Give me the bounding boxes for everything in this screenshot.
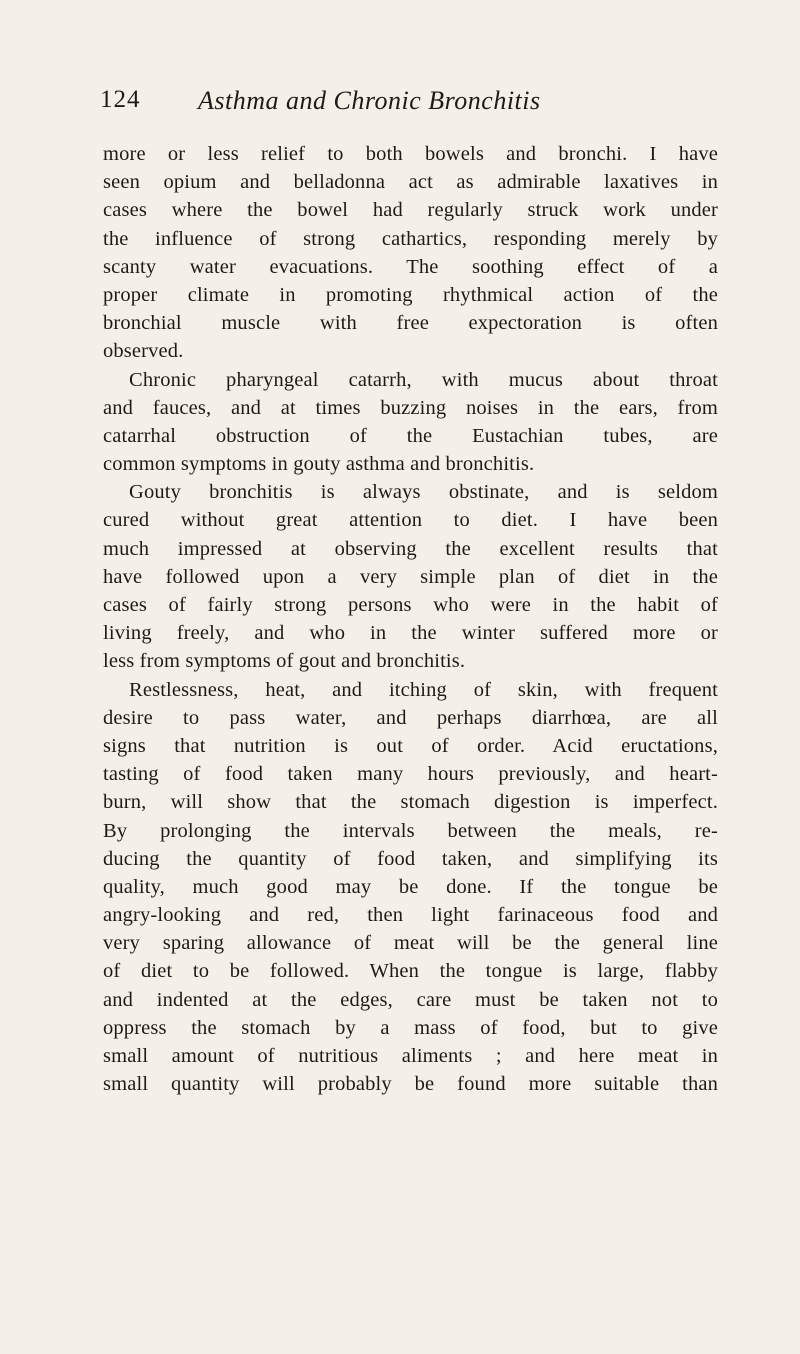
text-line: the influence of strong cathartics, responding merely by	[103, 227, 718, 250]
text-line: Gouty bronchitis is always obstinate, and is seldom	[129, 481, 718, 504]
text-line: living freely, and who in the winter suffered more or	[103, 622, 718, 645]
text-line: ducing the quantity of food taken, and simplifying its	[103, 847, 718, 870]
text-line: very sparing allowance of meat will be the general line	[103, 932, 718, 955]
text-line: less from symptoms of gout and bronchitis.	[103, 650, 466, 673]
text-line: burn, will show that the stomach digestion is imperfect.	[103, 791, 718, 814]
text-line: oppress the stomach by a mass of food, but to give	[103, 1016, 718, 1039]
text-line: small amount of nutritious aliments ; and here meat in	[103, 1045, 718, 1067]
text-line: tasting of food taken many hours previously, and heart-	[103, 763, 718, 786]
text-line: and indented at the edges, care must be taken not to	[103, 988, 718, 1011]
text-line: of diet to be followed. When the tongue is large, flabby	[103, 960, 718, 983]
text-line: bronchial muscle with free expectoration is often	[103, 312, 718, 335]
page-header	[98, 86, 718, 126]
text-line: angry-looking and red, then light farinaceous food and	[103, 904, 718, 927]
text-line: much impressed at observing the excellent results that	[103, 537, 718, 560]
running-title: Asthma and Chronic Bronchitis	[198, 86, 541, 115]
text-line: more or less relief to both bowels and bronchi. I have	[103, 143, 718, 165]
text-line: catarrhal obstruction of the Eustachian tubes, are	[103, 424, 718, 447]
text-line: seen opium and belladonna act as admirable laxatives in	[103, 171, 718, 194]
text-line: have followed upon a very simple plan of diet in the	[103, 565, 718, 588]
text-line: desire to pass water, and perhaps diarrhœa, are all	[103, 706, 718, 729]
text-line: small quantity will probably be found more suitable than	[103, 1073, 718, 1096]
text-line: Restlessness, heat, and itching of skin, with frequent	[129, 678, 718, 701]
text-line: signs that nutrition is out of order. Acid eructations,	[103, 734, 718, 757]
text-line: observed.	[103, 340, 184, 363]
text-line: quality, much good may be done. If the tongue be	[103, 875, 718, 898]
text-line: proper climate in promoting rhythmical action of the	[103, 283, 718, 306]
text-line: common symptoms in gouty asthma and bronchitis.	[103, 453, 535, 476]
text-line: cases of fairly strong persons who were in the habit of	[103, 594, 718, 616]
text-line: cured without great attention to diet. I have been	[103, 509, 718, 532]
body-text	[103, 140, 718, 1098]
text-line: cases where the bowel had regularly struck work under	[103, 199, 718, 222]
text-line: Chronic pharyngeal catarrh, with mucus about throat	[129, 368, 718, 391]
text-line: scanty water evacuations. The soothing effect of a	[103, 255, 718, 278]
text-line: and fauces, and at times buzzing noises in the ears, from	[103, 396, 718, 419]
text-line: By prolonging the intervals between the meals, re-	[103, 819, 718, 842]
page-number: 124	[100, 86, 141, 113]
